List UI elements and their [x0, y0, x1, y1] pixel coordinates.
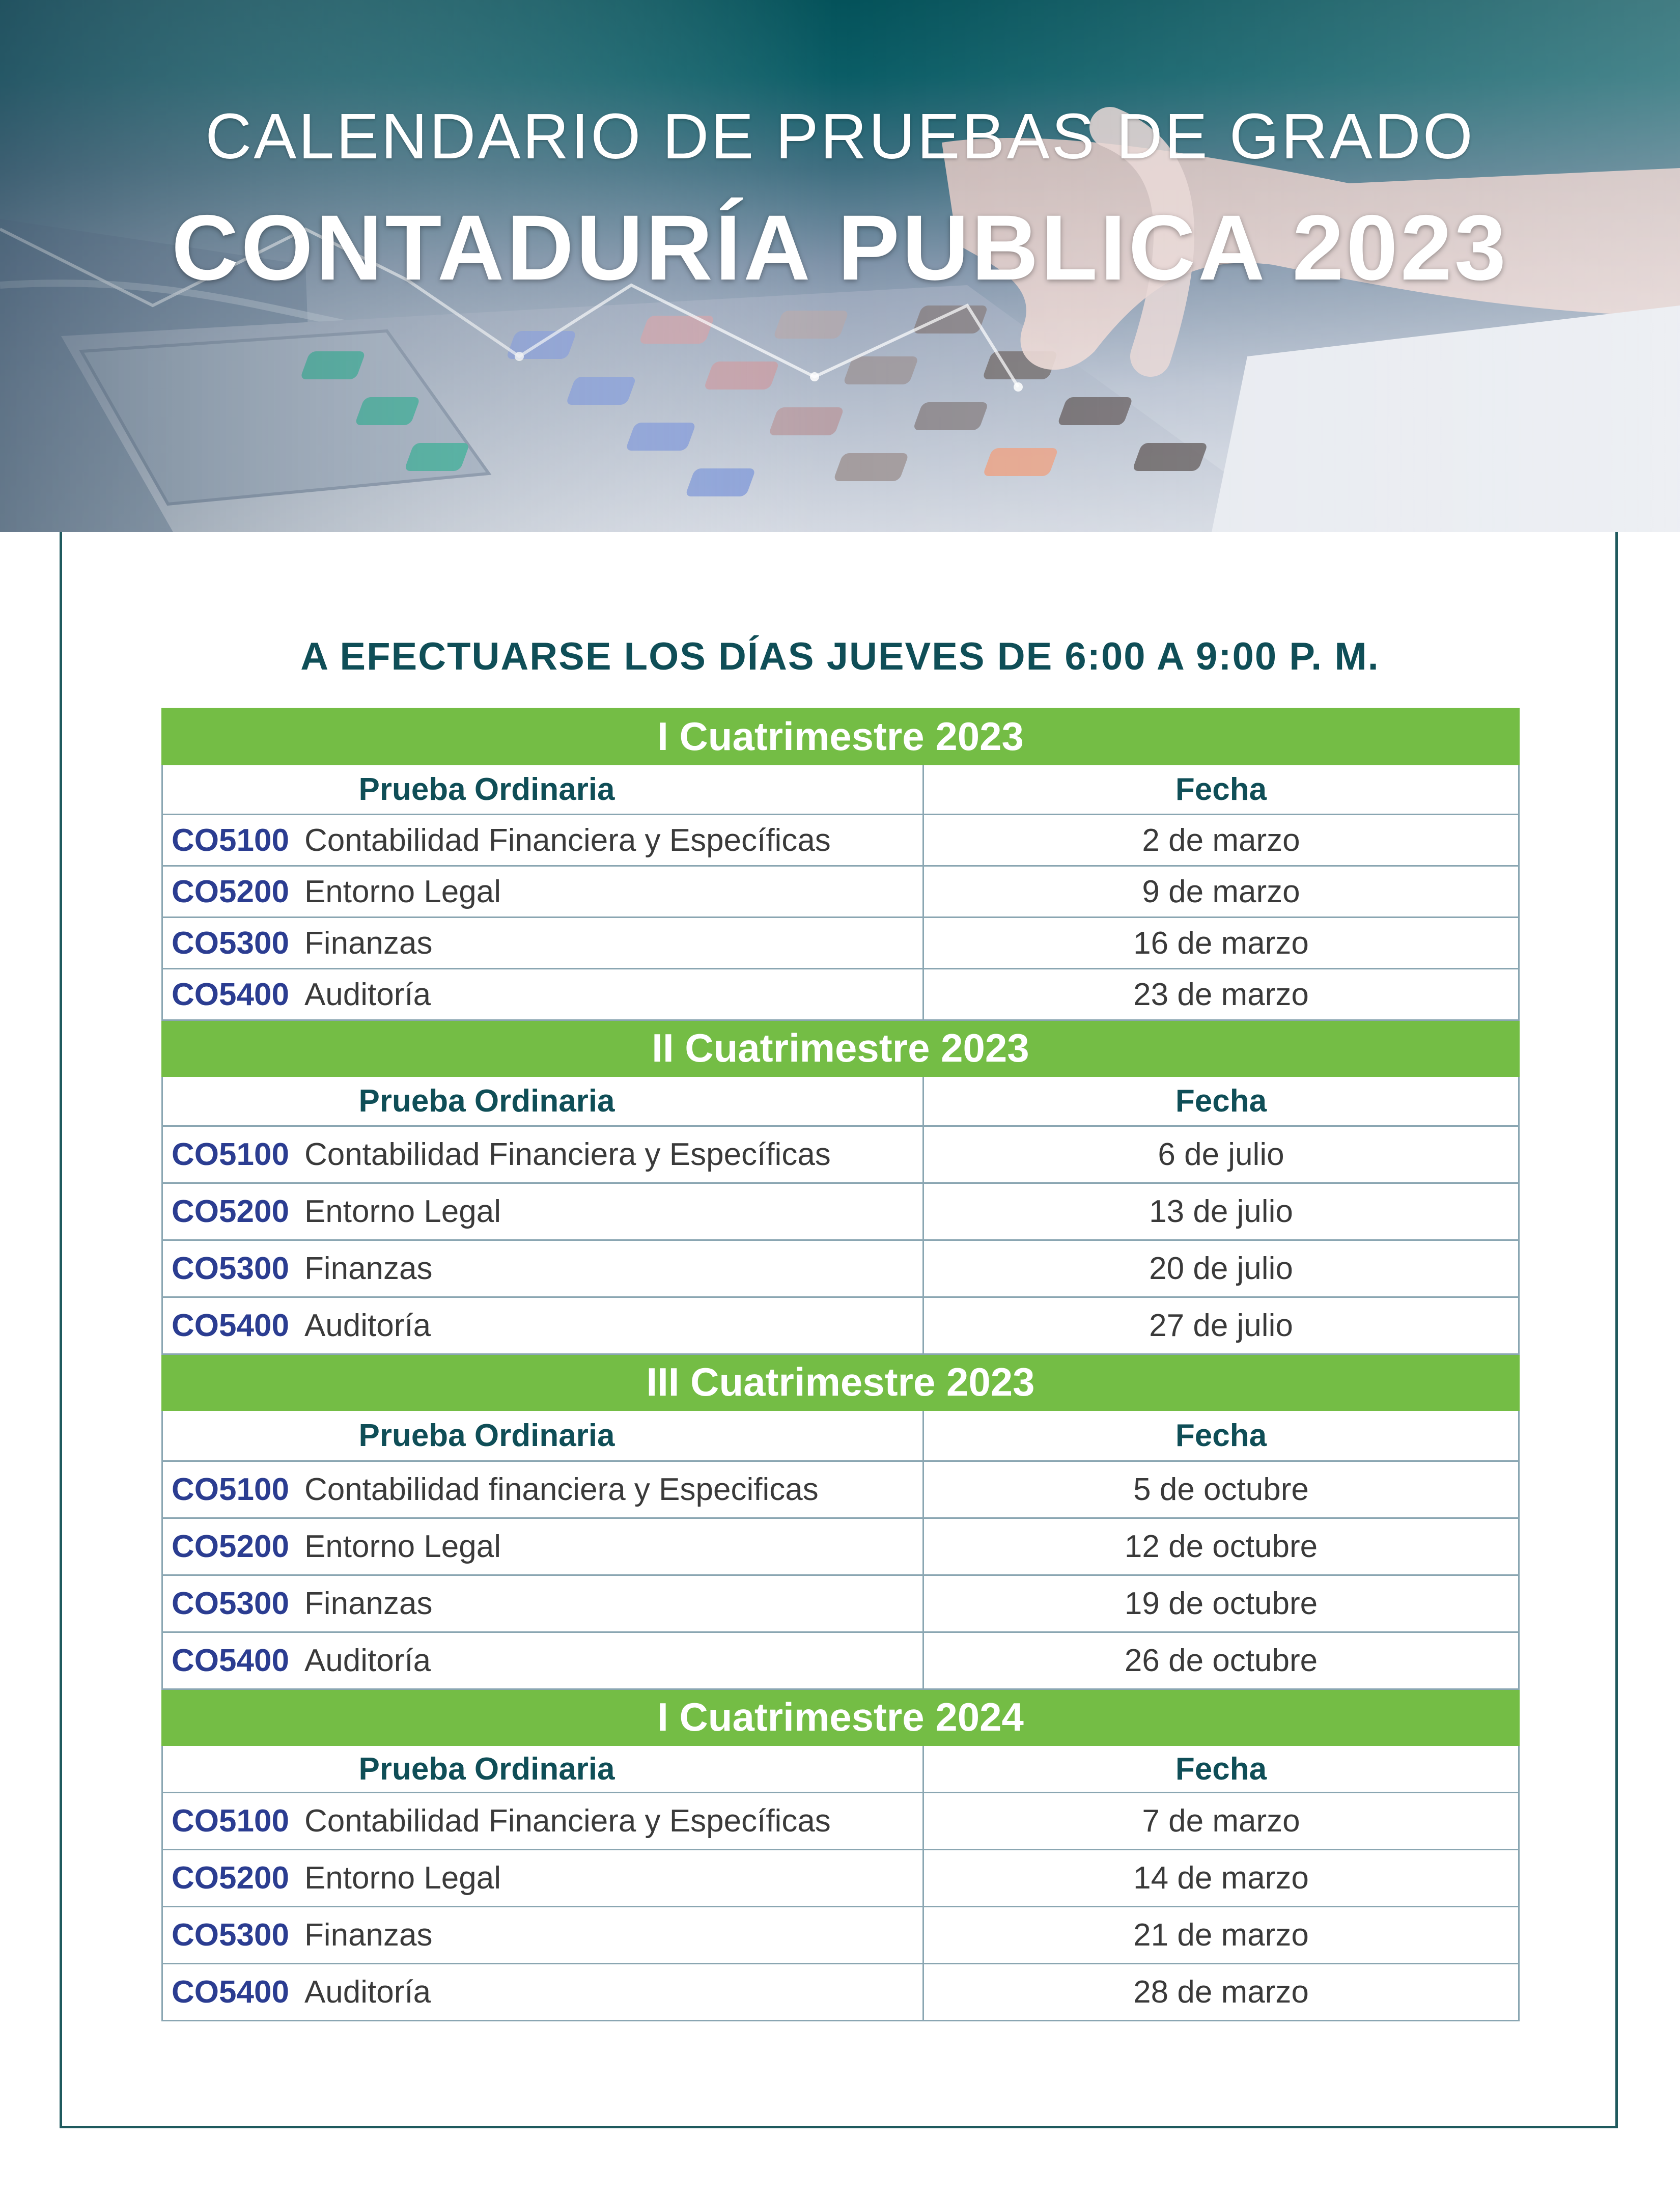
course-code: CO5400	[172, 1308, 289, 1343]
section-3	[162, 1354, 1519, 1689]
exam-date: 7 de marzo	[923, 1793, 1519, 1850]
course-name: Auditoría	[304, 1975, 431, 2010]
course-name: Finanzas	[304, 925, 433, 961]
table-row	[162, 1964, 1519, 2021]
header-banner	[0, 0, 1680, 532]
section-1	[162, 709, 1519, 1020]
column-header-fecha: Fecha	[923, 1745, 1519, 1793]
table-row	[162, 969, 1519, 1020]
course-name: Entorno Legal	[304, 1860, 501, 1896]
course-name: Contabilidad Financiera y Específicas	[304, 822, 831, 858]
course-code: CO5100	[172, 822, 289, 858]
course-code: CO5300	[172, 1918, 289, 1953]
exam-date: 12 de octubre	[923, 1518, 1519, 1575]
table-row	[162, 1518, 1519, 1575]
exam-date: 21 de marzo	[923, 1907, 1519, 1964]
schedule-subtitle: A EFECTUARSE LOS DÍAS JUEVES DE 6:00 A 9:00 P. M.	[300, 635, 1380, 678]
course-code: CO5200	[172, 1529, 289, 1564]
table-row	[162, 1461, 1519, 1518]
section-4	[162, 1689, 1519, 2021]
course-name: Finanzas	[304, 1586, 433, 1621]
exam-date: 14 de marzo	[923, 1850, 1519, 1907]
header-title: CALENDARIO DE PRUEBAS DE GRADO	[205, 100, 1475, 172]
table-row	[162, 1632, 1519, 1689]
table-row	[162, 1297, 1519, 1354]
course-name: Finanzas	[304, 1251, 433, 1286]
column-header-fecha: Fecha	[923, 765, 1519, 815]
table-row	[162, 1240, 1519, 1297]
table-row	[162, 1183, 1519, 1240]
column-header-prueba: Prueba Ordinaria	[162, 1076, 923, 1126]
course-code: CO5200	[172, 1194, 289, 1229]
course-code: CO5400	[172, 977, 289, 1012]
course-code: CO5300	[172, 1251, 289, 1286]
course-name: Contabilidad Financiera y Específicas	[304, 1137, 831, 1172]
course-code: CO5300	[172, 1586, 289, 1621]
course-name: Entorno Legal	[304, 874, 501, 909]
exam-date: 2 de marzo	[923, 815, 1519, 866]
course-code: CO5400	[172, 1975, 289, 2010]
column-header-prueba: Prueba Ordinaria	[162, 1745, 923, 1793]
course-name: Auditoría	[304, 1643, 431, 1678]
course-name: Auditoría	[304, 977, 431, 1012]
exam-date: 28 de marzo	[923, 1964, 1519, 2021]
exam-schedule-table	[161, 708, 1520, 2021]
column-header-prueba: Prueba Ordinaria	[162, 765, 923, 815]
exam-date: 23 de marzo	[923, 969, 1519, 1020]
course-code: CO5400	[172, 1643, 289, 1678]
exam-date: 20 de julio	[923, 1240, 1519, 1297]
course-code: CO5300	[172, 925, 289, 961]
course-code: CO5100	[172, 1803, 289, 1839]
column-header-fecha: Fecha	[923, 1410, 1519, 1461]
table-row	[162, 815, 1519, 866]
exam-date: 27 de julio	[923, 1297, 1519, 1354]
column-header-fecha: Fecha	[923, 1076, 1519, 1126]
course-code: CO5100	[172, 1137, 289, 1172]
course-name: Auditoría	[304, 1308, 431, 1343]
course-name: Finanzas	[304, 1918, 433, 1953]
table-row	[162, 918, 1519, 969]
course-name: Contabilidad Financiera y Específicas	[304, 1803, 831, 1839]
section-title: III Cuatrimestre 2023	[162, 1354, 1519, 1410]
table-row	[162, 1126, 1519, 1183]
column-header-prueba: Prueba Ordinaria	[162, 1410, 923, 1461]
exam-date: 19 de octubre	[923, 1575, 1519, 1632]
table-row	[162, 866, 1519, 918]
course-name: Contabilidad financiera y Especificas	[304, 1472, 819, 1507]
section-title: I Cuatrimestre 2023	[162, 709, 1519, 765]
exam-date: 9 de marzo	[923, 866, 1519, 918]
section-2	[162, 1020, 1519, 1354]
table-row	[162, 1907, 1519, 1964]
course-code: CO5100	[172, 1472, 289, 1507]
course-name: Entorno Legal	[304, 1194, 501, 1229]
table-row	[162, 1575, 1519, 1632]
section-title: I Cuatrimestre 2024	[162, 1689, 1519, 1745]
section-title: II Cuatrimestre 2023	[162, 1020, 1519, 1076]
exam-date: 6 de julio	[923, 1126, 1519, 1183]
course-code: CO5200	[172, 874, 289, 909]
exam-date: 5 de octubre	[923, 1461, 1519, 1518]
table-row	[162, 1850, 1519, 1907]
exam-date: 16 de marzo	[923, 918, 1519, 969]
course-code: CO5200	[172, 1860, 289, 1896]
exam-date: 26 de octubre	[923, 1632, 1519, 1689]
course-name: Entorno Legal	[304, 1529, 501, 1564]
table-row	[162, 1793, 1519, 1850]
header-program-title: CONTADURÍA PUBLICA 2023	[171, 196, 1509, 299]
exam-date: 13 de julio	[923, 1183, 1519, 1240]
